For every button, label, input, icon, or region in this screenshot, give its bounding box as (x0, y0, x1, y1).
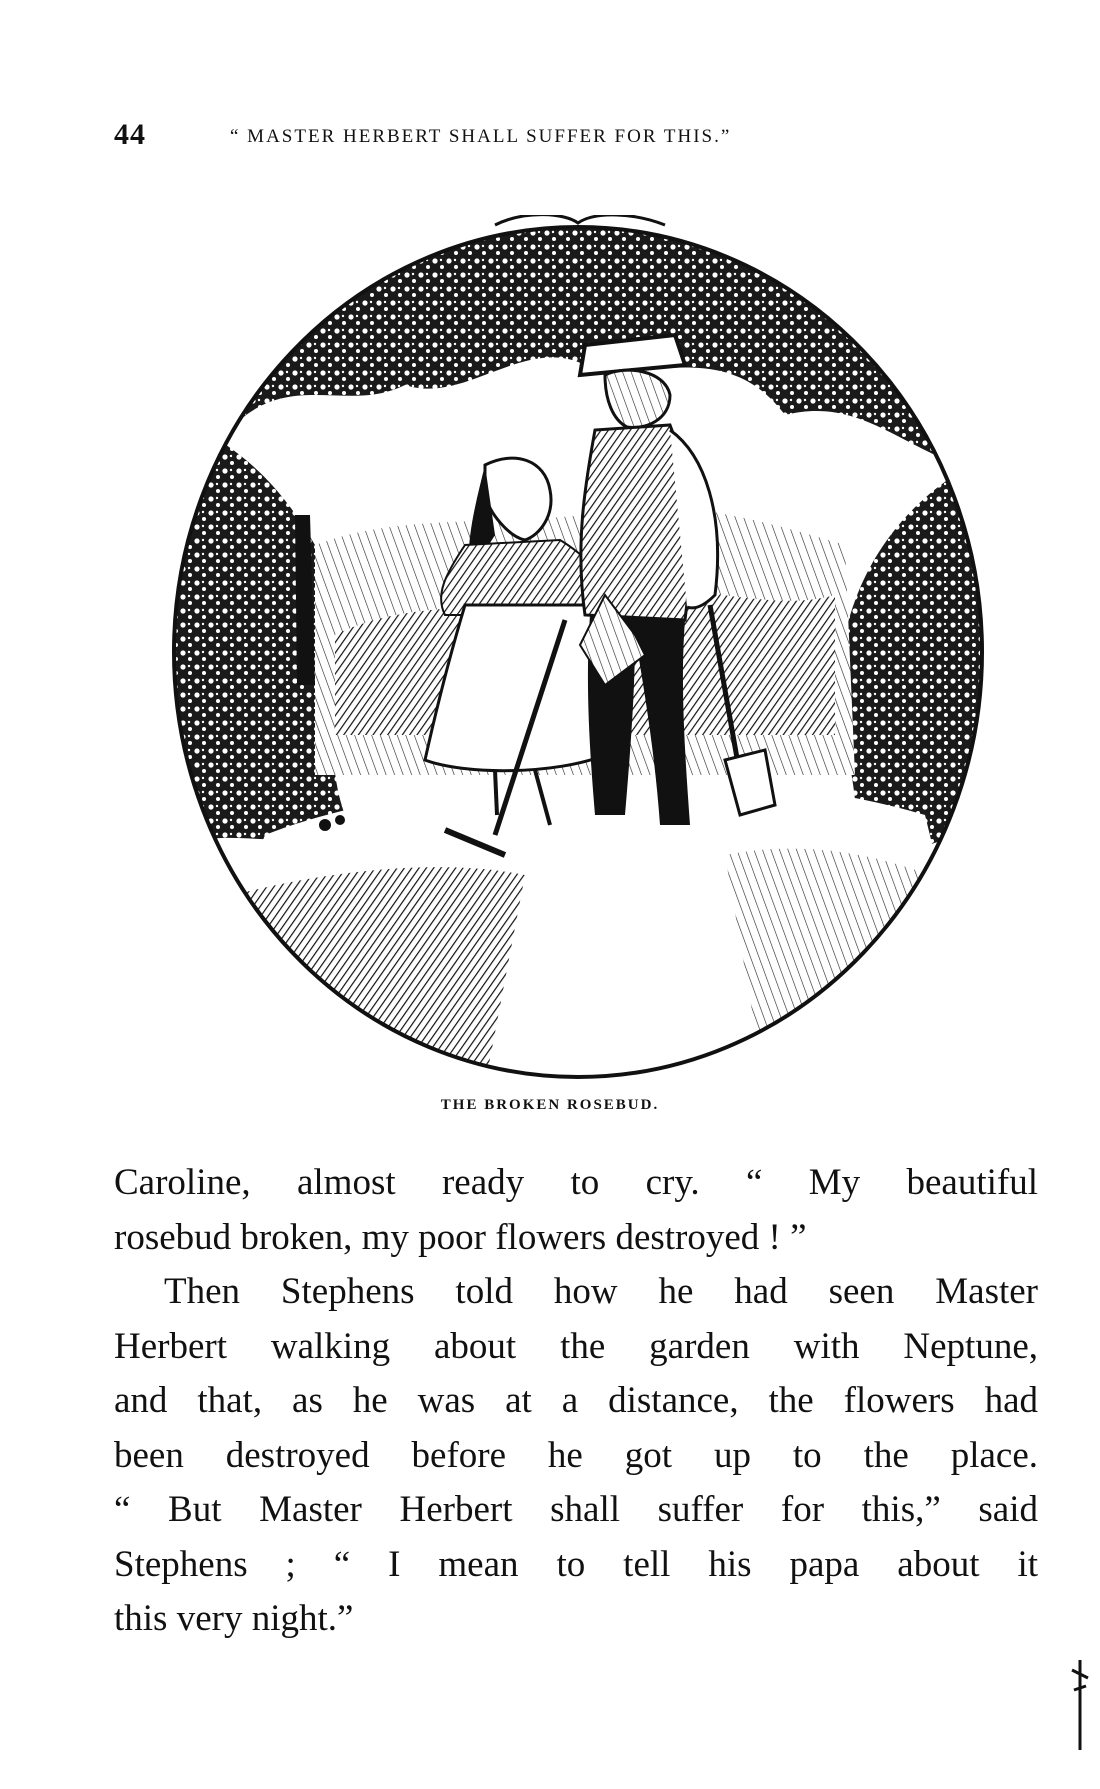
text-line: rosebud broken, my poor flowers destroyed ! ” (114, 1216, 807, 1258)
text-line: and that, as he was at a distance, the flowers had (114, 1380, 1038, 1421)
circular-engraving-icon (165, 215, 991, 1085)
text-line: “ But Master Herbert shall suffer for this,” said (114, 1489, 1038, 1530)
paragraph-2 (114, 1265, 1038, 1647)
illustration-broken-rosebud (165, 215, 991, 1085)
text-line: Stephens ; “ I mean to tell his papa about it (114, 1543, 1038, 1585)
text-line: Herbert walking about the garden with Neptune, (114, 1325, 1038, 1367)
body-text (114, 1156, 1038, 1647)
page-number: 44 (114, 118, 146, 151)
illustration-caption: THE BROKEN ROSEBUD. (440, 1097, 660, 1113)
text-line: Caroline, almost ready to cry. “ My beautiful (114, 1162, 1038, 1203)
page-header (114, 118, 954, 158)
paragraph-1 (114, 1156, 1038, 1265)
margin-ink-mark-icon (1068, 1660, 1092, 1750)
running-head: “ MASTER HERBERT SHALL SUFFER FOR THIS.” (230, 126, 732, 147)
text-line: Then Stephens told how he had seen Master (164, 1271, 1038, 1312)
text-line: this very night.” (114, 1598, 354, 1639)
text-line: been destroyed before he got up to the place. (114, 1434, 1038, 1476)
